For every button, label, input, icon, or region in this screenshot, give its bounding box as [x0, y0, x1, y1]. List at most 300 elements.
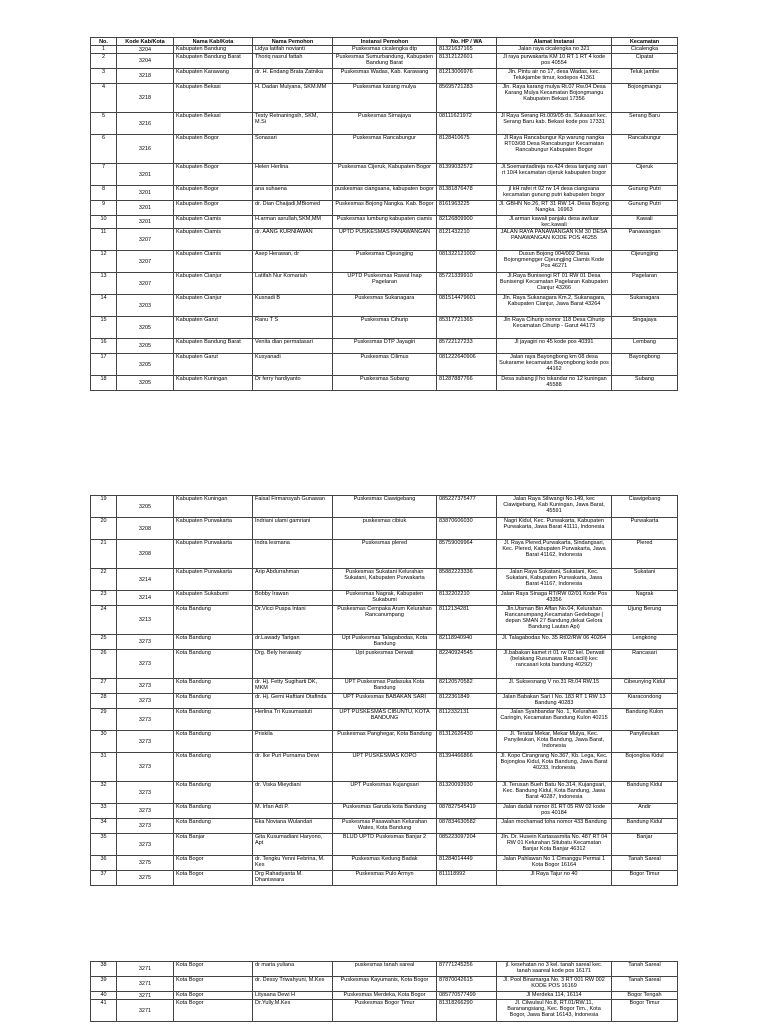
cell-instansi: puskesmas ciangsana, kabupaten bogor	[333, 186, 437, 201]
cell-alamat: Dusun Bojong 004/002 Desa Bojongmengger Cijeungjing Ciamis Kode Pos 46271	[497, 251, 612, 273]
cell-nama: Lidya latifah novianti	[253, 46, 333, 54]
cell-kec: Singajaya	[612, 317, 678, 339]
table-row	[91, 540, 678, 569]
sheet-section-3	[90, 961, 677, 1022]
cell-kode: 3205	[117, 354, 174, 376]
cell-nama: Testy Retnaningsih, SKM, M.Si	[253, 113, 333, 135]
cell-kab: Kota Banjar	[174, 834, 253, 856]
cell-alamat: Jl. Terusan Bueh Batu No.314, Kujangsari, Kec. Bandung Kidul, Kota Bandung, Jawa Barat 40287, Indonesia	[497, 782, 612, 804]
cell-alamat: jl. kesehatan no 3 kel. tanah sareal kec. tanah saareal kode pos 16171	[497, 962, 612, 977]
cell-instansi: UPTD PUSKESMAS PANAWANGAN	[333, 229, 437, 251]
cell-no: 21	[91, 540, 117, 569]
cell-nama: Drg. Bely herawaty	[253, 650, 333, 679]
table-row	[91, 992, 678, 1000]
cell-kec: Lengkong	[612, 635, 678, 650]
cell-no: 30	[91, 731, 117, 753]
cell-kab: Kabupaten Bandung Barat	[174, 54, 253, 69]
cell-no: 34	[91, 819, 117, 834]
table-row	[91, 569, 678, 591]
cell-nama: dr. Viska Mieydiani	[253, 782, 333, 804]
cell-nama: dr. AANG KURNIAWAN	[253, 229, 333, 251]
table-row	[91, 591, 678, 606]
cell-nama: dr. Ike Puri Purnama Dewi	[253, 753, 333, 782]
cell-hp: 85695721283	[437, 84, 497, 113]
table-body	[91, 46, 678, 391]
table-body	[91, 496, 678, 886]
cell-kec: Cijeungjing	[612, 251, 678, 273]
cell-kode: 3201	[117, 201, 174, 216]
cell-no: 15	[91, 317, 117, 339]
cell-hp: 85722127233	[437, 339, 497, 354]
cell-nama: Dr.Vicci Puspa Intani	[253, 606, 333, 635]
cell-nama: Herlina Tri Kusumastuti	[253, 709, 333, 731]
cell-kec: Banjar	[612, 834, 678, 856]
cell-nama: dr. Tengku Yenni Febrina, M. Kes	[253, 856, 333, 871]
cell-alamat: Jl Raya Rancabungur Kp warung nangka RT03/08 Desa Rancabungur Kecamatan Rancabungur Kabupaten Bogor	[497, 135, 612, 164]
cell-nama: Eka Noviana Wulandari	[253, 819, 333, 834]
cell-nama: dr. Dessy Triwahyuni, M.Kes	[253, 977, 333, 992]
cell-kode: 3273	[117, 650, 174, 679]
cell-kec: Cijeruk	[612, 164, 678, 186]
sheet-section-1	[90, 37, 677, 391]
cell-kode: 3273	[117, 635, 174, 650]
cell-kec: Subang	[612, 376, 678, 391]
cell-no: 25	[91, 635, 117, 650]
cell-kab: Kota Bandung	[174, 804, 253, 819]
cell-kec: Bogor Tengah	[612, 992, 678, 1000]
cell-kec: Bandung Kidul	[612, 782, 678, 804]
cell-kec: Kiaracondong	[612, 694, 678, 709]
table-row	[91, 804, 678, 819]
cell-no: 16	[91, 339, 117, 354]
cell-kode: 3218	[117, 84, 174, 113]
cell-alamat: Jl raya purwakarta KM 10 RT 1 RT 4 kode pos 40554	[497, 54, 612, 69]
cell-nama: dr. Dian Chaijadi,MBiomed	[253, 201, 333, 216]
cell-kab: Kota Bogor	[174, 977, 253, 992]
cell-nama: Asep Herawan, dr	[253, 251, 333, 273]
table-row	[91, 229, 678, 251]
cell-kab: Kabupaten Bogor	[174, 135, 253, 164]
applicant-table-2	[90, 495, 678, 886]
table-row	[91, 295, 678, 317]
cell-hp: 8122361849	[437, 694, 497, 709]
table-row	[91, 317, 678, 339]
cell-instansi: Puskesmas karang mulya	[333, 84, 437, 113]
cell-no: 11	[91, 229, 117, 251]
col-kode: Kode Kab/Kota	[117, 38, 174, 46]
cell-kab: Kota Bandung	[174, 709, 253, 731]
cell-hp: 81284014449	[437, 856, 497, 871]
cell-instansi: Puskesmas lumbung kabupaten ciamis	[333, 216, 437, 229]
cell-instansi: UPT Puskesmas Kujangsari	[333, 782, 437, 804]
table-row	[91, 819, 678, 834]
col-no: No.	[91, 38, 117, 46]
cell-kec: Ujung Berung	[612, 606, 678, 635]
cell-instansi: Puskesmas Panghegar, Kota Bandung	[333, 731, 437, 753]
cell-instansi: Puskesmas Ciawigebang	[333, 496, 437, 518]
cell-kode: 3273	[117, 819, 174, 834]
cell-no: 32	[91, 782, 117, 804]
cell-nama: Sonasari	[253, 135, 333, 164]
cell-hp: 82126809900	[437, 216, 497, 229]
cell-hp: 82118940940	[437, 635, 497, 650]
cell-hp: 82120570582	[437, 679, 497, 694]
table-row	[91, 135, 678, 164]
cell-no: 41	[91, 1000, 117, 1022]
cell-no: 1	[91, 46, 117, 54]
cell-kab: Kabupaten Ciamis	[174, 251, 253, 273]
cell-no: 39	[91, 977, 117, 992]
cell-nama: Lityaana Dewi H	[253, 992, 333, 1000]
cell-no: 13	[91, 273, 117, 295]
cell-kab: Kabupaten Bogor	[174, 164, 253, 186]
cell-kec: Kawali	[612, 216, 678, 229]
table-row	[91, 186, 678, 201]
cell-hp: 085223097204	[437, 834, 497, 856]
table-row	[91, 635, 678, 650]
cell-hp: 81312122601	[437, 54, 497, 69]
cell-alamat: Jalan Babakan Sari I No. 183 RT 1 RW 13 Bandung 40283	[497, 694, 612, 709]
cell-hp: 8112332131	[437, 709, 497, 731]
table-row	[91, 962, 678, 977]
cell-alamat: Jl. GBHN No.26, RT 31 RW 14. Desa Bojong Nangka. 16963	[497, 201, 612, 216]
cell-kab: Kabupaten Bandung Barat	[174, 339, 253, 354]
cell-nama: dr. Hj. Gemi Haftiani Otafinda	[253, 694, 333, 709]
cell-no: 20	[91, 518, 117, 540]
cell-no: 26	[91, 650, 117, 679]
col-kab: Nama Kab/Kota	[174, 38, 253, 46]
cell-no: 2	[91, 54, 117, 69]
table-row	[91, 201, 678, 216]
cell-no: 5	[91, 113, 117, 135]
cell-kode: 3205	[117, 317, 174, 339]
cell-nama: dr. H. Endang Brata Zatnika	[253, 69, 333, 84]
cell-kec: Panawangan	[612, 229, 678, 251]
cell-kab: Kabupaten Purwakarta	[174, 569, 253, 591]
cell-instansi: Upt puskesmas Derwati	[333, 650, 437, 679]
cell-kec: Panyileukan	[612, 731, 678, 753]
cell-instansi: Puskesmas Cijeruk, Kabupaten Bogor	[333, 164, 437, 186]
table-row	[91, 496, 678, 518]
cell-kode: 3205	[117, 496, 174, 518]
cell-kode: 3203	[117, 295, 174, 317]
cell-no: 10	[91, 216, 117, 229]
cell-alamat: Jl.Raya Bunisengi RT 01 RW 01 Desa Bunisengi Kecamatan Pagelaran Kabupaten Cianjur 43266	[497, 273, 612, 295]
cell-kode: 3204	[117, 46, 174, 54]
cell-kode: 3213	[117, 606, 174, 635]
cell-alamat: Jalan dadali nomor 81 RT 05 RW 02 kode pos 40184	[497, 804, 612, 819]
cell-kab: Kabupaten Purwakarta	[174, 540, 253, 569]
cell-no: 37	[91, 871, 117, 886]
cell-hp: 81320093930	[437, 782, 497, 804]
cell-instansi: Puskesmas Bojong Nangka. Kab. Bogor	[333, 201, 437, 216]
cell-hp: 8121432210	[437, 229, 497, 251]
cell-no: 27	[91, 679, 117, 694]
cell-kab: Kota Bogor	[174, 992, 253, 1000]
cell-nama: dr. Hj. Fetty Sugiharti DK, MKM	[253, 679, 333, 694]
cell-nama: dr.Lawady Tarigan	[253, 635, 333, 650]
cell-nama: Arip Abdurrahman	[253, 569, 333, 591]
table-row	[91, 84, 678, 113]
cell-kec: Gunung Putri	[612, 186, 678, 201]
table-row	[91, 709, 678, 731]
cell-kab: Kota Bandung	[174, 819, 253, 834]
cell-alamat: Jalan Syahbandar No. 1, Kelurahan Caringin, Kecamatan Bandung Kulon 40215	[497, 709, 612, 731]
cell-hp: 81318266290	[437, 1000, 497, 1022]
cell-hp: 87870042615	[437, 977, 497, 992]
cell-instansi: Puskesmas Kayumanis, Kota Bogor	[333, 977, 437, 992]
cell-kec: Cicalengka	[612, 46, 678, 54]
cell-nama: Indriani ulami gamriani	[253, 518, 333, 540]
cell-kode: 3205	[117, 376, 174, 391]
cell-alamat: Nagri Kidul, Kec. Purwakarta, Kabupaten Purwakarta, Jawa Barat 41111, Indonesia	[497, 518, 612, 540]
cell-kode: 3214	[117, 569, 174, 591]
cell-nama: Kusnadi B	[253, 295, 333, 317]
cell-kode: 3273	[117, 834, 174, 856]
cell-kab: Kota Bandung	[174, 731, 253, 753]
cell-kode: 3208	[117, 518, 174, 540]
cell-kec: Bayongbong	[612, 354, 678, 376]
cell-no: 14	[91, 295, 117, 317]
cell-no: 23	[91, 591, 117, 606]
cell-nama: Drg Rahadyanta M. Dhaniswara	[253, 871, 333, 886]
cell-kec: Bogor Timur	[612, 1000, 678, 1022]
cell-nama: Kusyanadi	[253, 354, 333, 376]
cell-kec: Pagelaran	[612, 273, 678, 295]
cell-kab: Kabupaten Ciamis	[174, 216, 253, 229]
cell-nama: ana suhaena	[253, 186, 333, 201]
cell-kode: 3201	[117, 164, 174, 186]
cell-hp: 81321637165	[437, 46, 497, 54]
cell-instansi: BLUD UPTD Puskesmas Banjar 2	[333, 834, 437, 856]
cell-no: 40	[91, 992, 117, 1000]
cell-kec: Gunung Putri	[612, 201, 678, 216]
cell-kec: Bojongloa Kidul	[612, 753, 678, 782]
cell-alamat: Jl.Soemantadireja no.424 desa tanjung sari rt 10/4 kecamatan cijeruk kabupaten bogor	[497, 164, 612, 186]
cell-no: 9	[91, 201, 117, 216]
table-row	[91, 650, 678, 679]
cell-hp: 81399032572	[437, 164, 497, 186]
cell-kode: 3201	[117, 216, 174, 229]
cell-instansi: Upt Puskesmas Talagabodas, Kota Bandung	[333, 635, 437, 650]
cell-alamat: Jalan Pahlawan No 1 Cimanggu Permai 1 Kota Bogor 16164	[497, 856, 612, 871]
cell-hp: 08111621972	[437, 113, 497, 135]
cell-kec: Ciawigebang	[612, 496, 678, 518]
col-kec: Kecamatan	[612, 38, 678, 46]
cell-nama: Venita dian permatasari	[253, 339, 333, 354]
cell-alamat: Jalan Raya Sinaga RT/RW 02/01 Kode Pos 43356	[497, 591, 612, 606]
cell-nama: H.arman asrullah,SKM,MM	[253, 216, 333, 229]
cell-no: 19	[91, 496, 117, 518]
cell-hp: 087827545419	[437, 804, 497, 819]
cell-instansi: Puskesmas Nagrak, Kabupaten Sukabumi	[333, 591, 437, 606]
cell-kode: 3273	[117, 679, 174, 694]
cell-hp: 085227375477	[437, 496, 497, 518]
cell-kec: Serang Baru	[612, 113, 678, 135]
cell-kab: Kabupaten Cianjur	[174, 295, 253, 317]
cell-hp: 8128410675	[437, 135, 497, 164]
cell-kab: Kabupaten Bekasi	[174, 84, 253, 113]
cell-alamat: Desa subang jl ho iskandar no 12 kuningan 45588	[497, 376, 612, 391]
cell-instansi: Puskesmas Cempaka Arum Kelurahan Rancanumpang	[333, 606, 437, 635]
cell-kec: Teluk jambe	[612, 69, 678, 84]
cell-kode: 3216	[117, 135, 174, 164]
cell-no: 31	[91, 753, 117, 782]
cell-no: 6	[91, 135, 117, 164]
cell-kode: 3273	[117, 731, 174, 753]
cell-instansi: Puskesmas Cijeungjing	[333, 251, 437, 273]
cell-alamat: Jln. Dr. Husein Kartasasmita No. 487 RT 04 RW 01 Kelurahan Situbatu Kecamatan Banjar Kota Banjar 46312	[497, 834, 612, 856]
cell-kec: Sukatani	[612, 569, 678, 591]
cell-instansi: puskesmas tanah sareal	[333, 962, 437, 977]
cell-kab: Kota Bandung	[174, 635, 253, 650]
cell-alamat: Jalan raya cicalengka no 321	[497, 46, 612, 54]
table-row	[91, 856, 678, 871]
cell-no: 3	[91, 69, 117, 84]
cell-alamat: Jl jayagiri no 45 kode pos 40391	[497, 339, 612, 354]
cell-kab: Kabupaten Bogor	[174, 201, 253, 216]
cell-nama: Ranu T S	[253, 317, 333, 339]
table-row	[91, 871, 678, 886]
cell-instansi: Puskesmas DTP Jayagiri	[333, 339, 437, 354]
cell-no: 38	[91, 962, 117, 977]
cell-no: 33	[91, 804, 117, 819]
cell-kab: Kabupaten Cianjur	[174, 273, 253, 295]
cell-nama: M. Irfan Adi P.	[253, 804, 333, 819]
cell-alamat: Jln. Raya Sukanagara Km.2, Sukanagara, Kabupaten Cianjur, Jawa Barat 43264	[497, 295, 612, 317]
cell-no: 36	[91, 856, 117, 871]
cell-kec: Rancasari	[612, 650, 678, 679]
cell-nama: dr maria yuliana	[253, 962, 333, 977]
table-row	[91, 273, 678, 295]
cell-alamat: Jl.babakan kamet rt 01 rw 02 kel. Derwati (belakang Rusunawa Rancacili) kec rancasari kota bandung 40292)	[497, 650, 612, 679]
cell-kec: Sukanagara	[612, 295, 678, 317]
col-hp: No. HP / WA	[437, 38, 497, 46]
cell-instansi: Puskesmas Bogor Timur	[333, 1000, 437, 1022]
cell-kab: Kota Bandung	[174, 606, 253, 635]
cell-alamat: jl kH rafei rt 02 rw 14 desa ciangsana kecamatan gunung putri kabupaten bogor	[497, 186, 612, 201]
cell-nama: Gita Kusumadiani Haryono, Apt	[253, 834, 333, 856]
applicant-table-1	[90, 37, 678, 391]
cell-no: 24	[91, 606, 117, 635]
cell-kode: 3207	[117, 273, 174, 295]
cell-nama: Bobby Irawan	[253, 591, 333, 606]
table-row	[91, 694, 678, 709]
cell-no: 17	[91, 354, 117, 376]
cell-instansi: Puskesmas Merdeka, Kota Bogor	[333, 992, 437, 1000]
cell-kab: Kota Bogor	[174, 962, 253, 977]
cell-instansi: Puskesmas Pulo Armyn	[333, 871, 437, 886]
cell-kode: 3204	[117, 54, 174, 69]
cell-kec: Tanah Sareal	[612, 962, 678, 977]
cell-kode: 3271	[117, 992, 174, 1000]
cell-kab: Kota Bandung	[174, 650, 253, 679]
cell-no: 35	[91, 834, 117, 856]
cell-kab: Kota Bandung	[174, 679, 253, 694]
cell-hp: 811118992	[437, 871, 497, 886]
table-row	[91, 679, 678, 694]
cell-hp: 8132202210	[437, 591, 497, 606]
cell-alamat: Jl. Raya Plered,Purwakarta, Sindangsari, Kec. Plered, Kabupaten Purwakarta, Jawa Barat 41162, Indonesia	[497, 540, 612, 569]
cell-no: 28	[91, 694, 117, 709]
cell-instansi: Puskesmas Sirnajaya	[333, 113, 437, 135]
cell-kab: Kabupaten Bandung	[174, 46, 253, 54]
table-row	[91, 251, 678, 273]
cell-instansi: Puskesmas Cilimus	[333, 354, 437, 376]
cell-instansi: Puskesmas Garuda kota Bandung	[333, 804, 437, 819]
cell-instansi: Puskesmas Sumurbandung, Kabupaten Bandung Barat	[333, 54, 437, 69]
cell-alamat: JALAN RAYA PANAWANGAN KM 30 DESA PANAWANGAN KODE POS 46255	[497, 229, 612, 251]
cell-kab: Kabupaten Bogor	[174, 186, 253, 201]
cell-kab: Kabupaten Kuningan	[174, 496, 253, 518]
cell-kode: 3208	[117, 540, 174, 569]
cell-hp: 81213006976	[437, 69, 497, 84]
table-row	[91, 216, 678, 229]
col-nama: Nama Pemohon	[253, 38, 333, 46]
cell-hp: 081514479601	[437, 295, 497, 317]
cell-kode: 3205	[117, 339, 174, 354]
cell-alamat: Jl. Kopo Cirangrang No.367, Kb. Lega, Kec. Bojongloa Kidul, Kota Bandung, Jawa Barat 40233, Indonesia	[497, 753, 612, 782]
sheet-section-2	[90, 495, 677, 886]
cell-instansi: Puskesmas plered	[333, 540, 437, 569]
table-header	[91, 38, 678, 46]
cell-kab: Kabupaten Kuningan	[174, 376, 253, 391]
table-row	[91, 782, 678, 804]
cell-hp: 83870606030	[437, 518, 497, 540]
cell-kec: Tanah Sareal	[612, 856, 678, 871]
cell-hp: 085770577499	[437, 992, 497, 1000]
cell-kab: Kabupaten Purwakarta	[174, 518, 253, 540]
cell-alamat: Jln.Utsman Bin Affan No.04, Kelurahan Rancanumpang,Kecamatan Gedebage ( depan SMAN 27 Bandung,dekat Gelora Bandung Lautan Api)	[497, 606, 612, 635]
table-row	[91, 518, 678, 540]
cell-instansi: Puskesmas Cihurip	[333, 317, 437, 339]
cell-hp: 8161963225	[437, 201, 497, 216]
cell-kab: Kota Bandung	[174, 782, 253, 804]
table-row	[91, 164, 678, 186]
cell-kode: 3207	[117, 251, 174, 273]
cell-hp: 081322121002	[437, 251, 497, 273]
cell-kode: 3273	[117, 709, 174, 731]
cell-kab: Kabupaten Ciamis	[174, 229, 253, 251]
cell-alamat: Jalan raya Bayongbong km 08 desa Sukarame kecamatan Bayongbong kode pos 44162	[497, 354, 612, 376]
cell-kode: 3271	[117, 977, 174, 992]
table-row	[91, 46, 678, 54]
cell-kab: Kabupaten Karawang	[174, 69, 253, 84]
col-alamat: Alamat Instansi	[497, 38, 612, 46]
cell-kab: Kota Bandung	[174, 694, 253, 709]
cell-instansi: UPT Puskesmas BABAKAN SARI	[333, 694, 437, 709]
cell-kec: Bogor Timur	[612, 871, 678, 886]
cell-kode: 3271	[117, 962, 174, 977]
cell-instansi: Puskesmas Sukatani Kelurahan Sukatani, Kabupaten Purwakarta	[333, 569, 437, 591]
cell-kode: 3214	[117, 591, 174, 606]
cell-instansi: UPT PUSKESMAS KOPO	[333, 753, 437, 782]
cell-hp: 82240924545	[437, 650, 497, 679]
cell-kode: 3216	[117, 113, 174, 135]
cell-nama: H. Dadan Mulyana, SKM.MM	[253, 84, 333, 113]
cell-kec: Lembang	[612, 339, 678, 354]
cell-instansi: Puskesmas cicalengka dtp	[333, 46, 437, 54]
cell-kec: Purwakarta	[612, 518, 678, 540]
cell-alamat: Jl. Talagabodas No. 35 Rt02/RW 06 40264	[497, 635, 612, 650]
cell-alamat: Jl.arman kawali panjalu desa awiluar kec.kawali	[497, 216, 612, 229]
table-row	[91, 376, 678, 391]
cell-kode: 3273	[117, 694, 174, 709]
cell-nama: Dr.Yully.M.Kes	[253, 1000, 333, 1022]
cell-no: 7	[91, 164, 117, 186]
cell-alamat: Jln. Pintu air no 17, desa Wadas, kec. Telukjambe timur, kodepos 41361	[497, 69, 612, 84]
cell-hp: 85759009964	[437, 540, 497, 569]
